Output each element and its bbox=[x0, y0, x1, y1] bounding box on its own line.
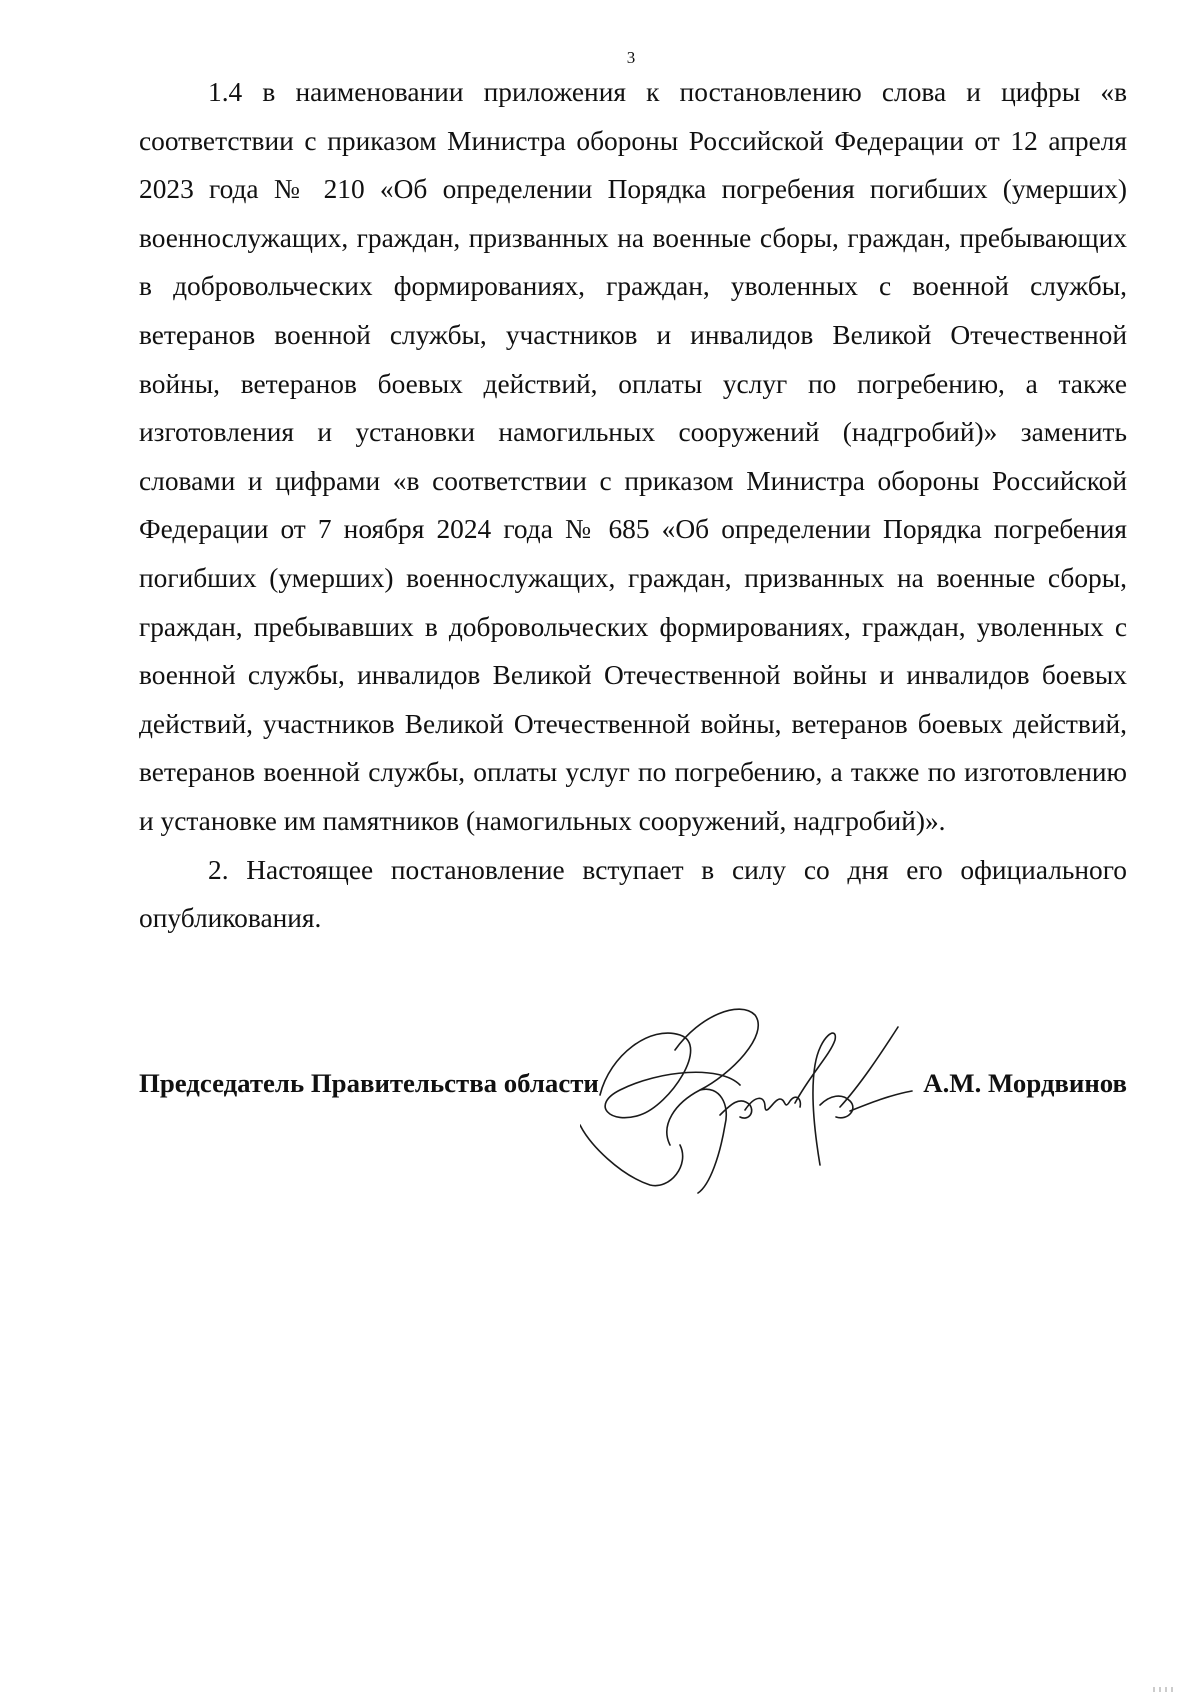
paragraph-effective-date: 2. Настоящее постановление вступает в силу со дня его официального опубликования. bbox=[139, 854, 1127, 934]
document-body bbox=[139, 68, 1127, 943]
scan-artifact-icon bbox=[1152, 1686, 1180, 1692]
signer-name: А.М. Мордвинов bbox=[923, 1068, 1127, 1098]
page-number: 3 bbox=[626, 48, 636, 67]
paragraph-amendment: 1.4 в наименовании приложения к постановлению слова и цифры «в соответствии с приказом Министра обороны Российской Федерации от 12 апреля 2023 года № 210 «Об определении Порядка погребения погибших (умерших) военнослужащих, граждан, призванных на военные сборы, граждан, пребывающих в добровольческих формированиях, граждан, уволенных с военной службы, ветеранов военной службы, участников и инвалидов Великой Отечественной войны, ветеранов боевых действий, оплаты услуг по погребению, а также изготовления и установки намогильных сооружений (надгробий)» заменить словами и цифрами «в соответствии с приказом Министра обороны Российской Федерации от 7 ноября 2024 года № 685 «Об определении Порядка погребения погибших (умерших) военнослужащих, граждан, призванных на военные сборы, граждан, пребывавших в добровольческих формированиях, граждан, уволенных с военной службы, инвалидов Великой Отечественной войны и инвалидов боевых действий, участников Великой Отечественной войны, ветеранов боевых действий, ветеранов военной службы, оплаты услуг по погребению, а также по изготовлению и установке им памятников (намогильных сооружений, надгробий)». bbox=[139, 77, 1127, 836]
handwritten-signature-icon bbox=[580, 995, 920, 1195]
signer-position: Председатель Правительства области bbox=[139, 1068, 599, 1098]
